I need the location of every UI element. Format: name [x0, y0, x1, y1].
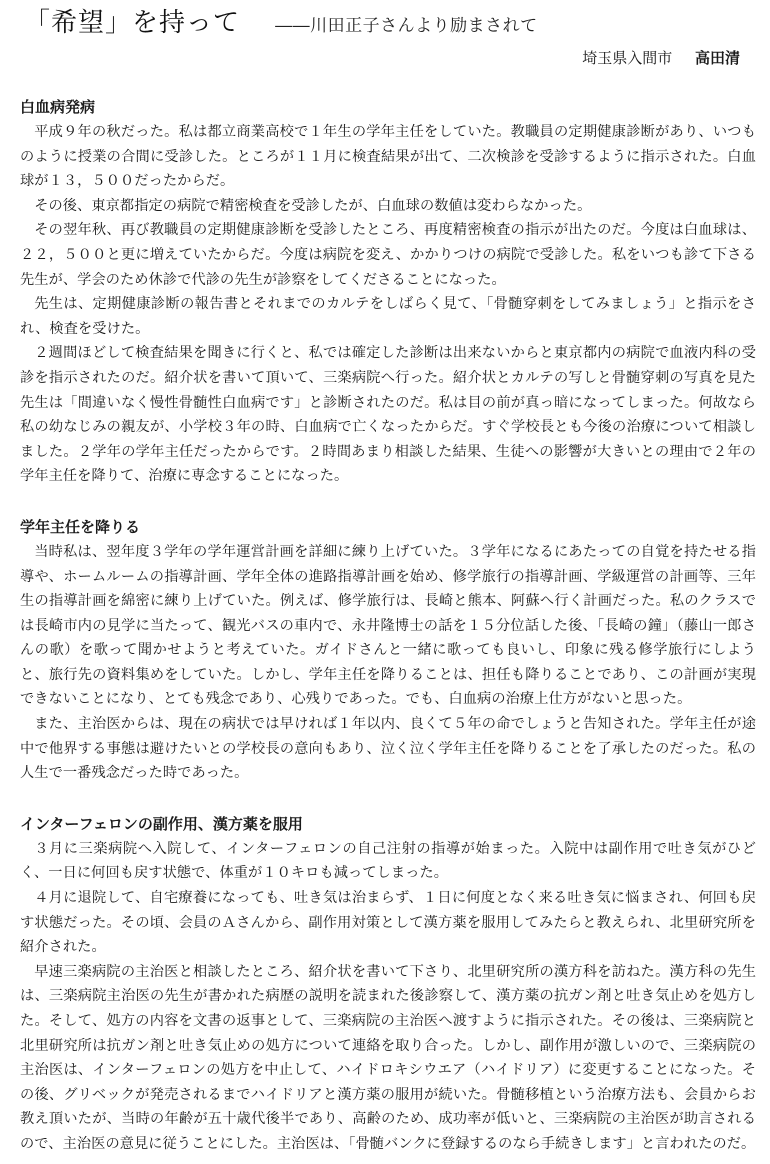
paragraph: 先生は、定期健康診断の報告書とそれまでのカルテをしばらく見て、「骨髄穿刺をしてみましょう」と指示をされ、検査を受けた。: [20, 296, 756, 337]
paragraph: 平成９年の秋だった。私は都立商業高校で１年生の学年主任をしていた。教職員の定期健康診断があり、いつものように授業の合間に受診した。ところが１１月に検査結果が出て、二次検診を受診するように指示された。白血球が１３，５００だったからだ。: [20, 124, 756, 190]
article-title: 「希望」を持って: [24, 8, 241, 38]
paragraph: その後、東京都指定の病院で精密検査を受診したが、白血球の数値は変わらなかった。: [34, 197, 592, 214]
section-heading: インターフェロンの副作用、漢方薬を服用: [20, 814, 303, 833]
article-body: [20, 94, 756, 1157]
section-interferon-side-effects: [20, 811, 756, 1157]
author-location: 埼玉県入間市: [582, 49, 673, 67]
paragraph: 早速三楽病院の主治医と相談したところ、紹介状を書いて下さり、北里研究所の漢方科を訪ねた。漢方科の先生は、三楽病院主治医の先生が書かれた病歴の説明を読まれた後診察して、漢方薬の抗ガン剤と吐き気止めを処方した。そして、処方の内容を文書の返事として、三楽病院の主治医へ渡すように指示された。その後は、三楽病院と北里研究所は抗ガン剤と吐き気止めの処方について連絡を取り合った。しかし、副作用が激しいので、三楽病院の主治医は、インターフェロンの処方を中止して、ハイドロキシウエア（ハイドリア）に変更することになった。その後、グリベックが発売されるまでハイドリアと漢方薬の服用が続いた。骨髄移植という治療方法も、会員からお教え頂いたが、当時の年齢が五十歳代後半であり、高齢のため、成功率が低いと、三楽病院の主治医が助言されるので、主治医の意見に従うことにした。主治医は、「骨髄バンクに登録するのなら手続きします」と言われたのだ。: [20, 963, 756, 1152]
paragraph: また、主治医からは、現在の病状では早ければ１年以内、良くて５年の命でしょうと告知された。学年主任が途中で他界する事態は避けたいとの学校長の意向もあり、泣く泣く学年主任を降りることを了承したのだった。私の人生で一番残念だった時であった。: [20, 716, 756, 782]
author-line: [582, 47, 740, 68]
paragraph: ３月に三楽病院へ入院して、インターフェロンの自己注射の指導が始まった。入院中は副作用で吐き気がひどく、一日に何回も戻す状態で、体重が１０キロも減ってしまった。: [20, 840, 756, 882]
section-heading: 白血病発病: [20, 98, 96, 116]
section-leukemia-onset: [20, 94, 756, 489]
title-row: [24, 2, 538, 39]
section-stepping-down: [20, 514, 756, 786]
paragraph: その翌年秋、再び教職員の定期健康診断を受診したところ、再度精密検査の指示が出たのだ。今度は白血球は、２２，５００と更に増えていたからだ。今度は病院を変え、かかりつけの病院で受診した。私をいつも診て下さる先生が、学会のため休診で代診の先生が診察をしてくださることになった。: [20, 222, 756, 288]
article-subtitle: ――川田正子さんより励まされて: [275, 16, 538, 36]
paragraph: ４月に退院して、自宅療養になっても、吐き気は治まらず、１日に何度となく来る吐き気に悩まされ、何回も戻す状態だった。その頃、会員のＡさんから、副作用対策として漢方薬を服用してみたらと教えられ、北里研究所を紹介された。: [20, 890, 756, 956]
author-name: 高田清: [694, 49, 740, 67]
paragraph: ２週間ほどして検査結果を聞きに行くと、私では確定した診断は出来ないからと東京都内の病院で血液内科の受診を指示されたのだ。紹介状を書いて頂いて、三楽病院へ行った。紹介状とカルテの写しと骨髄穿刺の写真を見た先生は「間違いなく慢性骨髄性白血病です」と診断されたのだ。私は目の前が真っ暗になってしまった。何故なら私の幼なじみの親友が、小学校３年の時、白血病で亡くなったからだ。すぐ学校長とも今後の治療について相談しました。２学年の学年主任だったからです。２時間あまり相談した結果、生徒への影響が大きいとの理由で２年の学年主任を降りて、治療に専念することになった。: [20, 345, 756, 485]
paragraph: 当時私は、翌年度３学年の学年運営計画を詳細に練り上げていた。３学年になるにあたっての自覚を持たせる指導や、ホームルームの指導計画、学年全体の進路指導計画を始め、修学旅行の指導計画、学級運営の計画等、三年生の指導計画を綿密に練り上げていた。例えば、修学旅行は、長崎と熊本、阿蘇へ行く計画だった。私のクラスでは長崎市内の見学に当たって、観光バスの車内で、永井隆博士の話を１５分位話した後、「長崎の鐘」（藤山一郎さんの歌）を歌って聞かせようと考えていた。ガイドさんと一緒に歌っても良いし、印象に残る修学旅行にしようと、旅行先の資料集めをしていた。しかし、学年主任を降りることは、担任も降りることであり、この計画が実現できないことになり、とても残念であり、心残りであった。でも、白血病の治療上仕方がないと思った。: [20, 543, 756, 708]
section-heading: 学年主任を降りる: [20, 517, 141, 536]
